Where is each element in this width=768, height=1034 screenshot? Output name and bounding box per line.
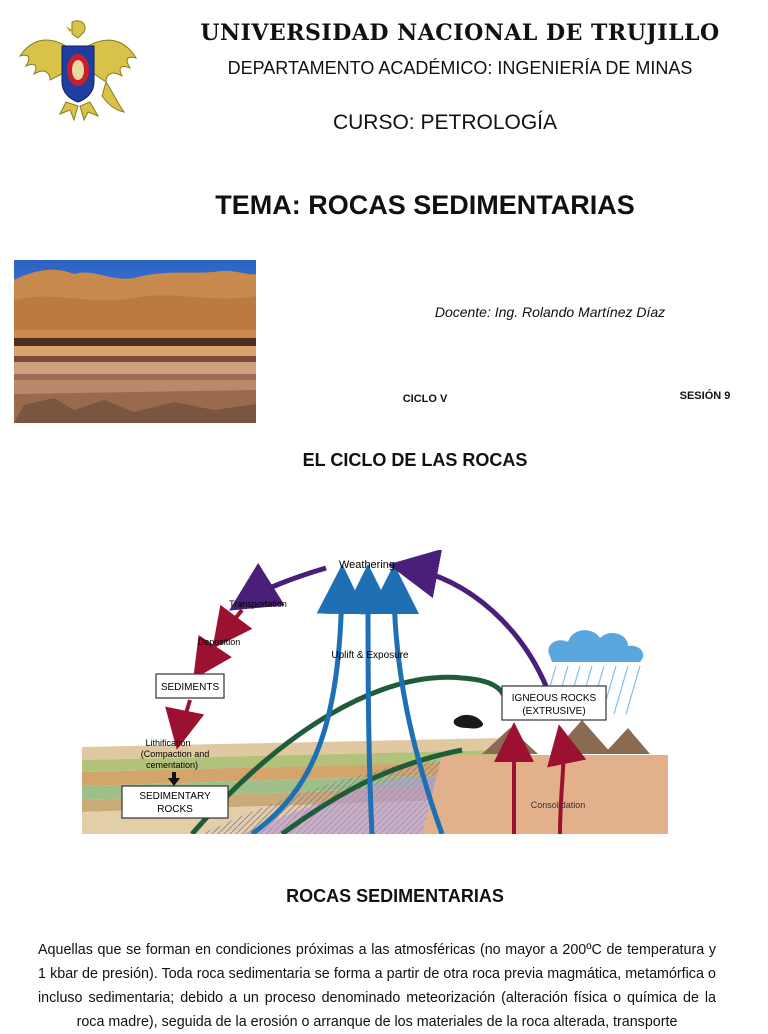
section-heading: ROCAS SEDIMENTARIAS <box>286 886 504 906</box>
university-name: UNIVERSIDAD NACIONAL DE TRUJILLO <box>200 20 720 46</box>
label-weathering: Weathering <box>338 559 396 571</box>
label-rocks: ROCKS <box>157 804 193 815</box>
course-title: CURSO: PETROLOGÍA <box>332 111 558 134</box>
label-uplift: Uplift & Exposure <box>331 650 409 661</box>
rock-cycle-heading: EL CICLO DE LAS ROCAS <box>302 450 528 470</box>
label-igneous: IGNEOUS ROCKS <box>511 693 597 704</box>
label-consolidation: Consolidation <box>530 800 586 810</box>
section-paragraph: Aquellas que se forman en condiciones próximas a las atmosféricas (no mayor a 200ºC de temperatura y 1 kbar de presión). Toda roca sedimentaria se forma a partir de otra roca previa magmática, metamórfica o incluso sedimentaria; debido a un proceso denominado meteorización (alteración física o química de la roca madre), seguida de la erosión o arranque de los materiales de la roca alterada, transporte <box>38 942 716 1030</box>
cycle-label: CICLO V <box>402 393 448 405</box>
label-lithification: Lithification <box>145 738 191 748</box>
label-transportation: Transportation <box>229 599 287 609</box>
university-logo <box>14 16 140 126</box>
label-cementation: cementation) <box>145 760 199 770</box>
department-line: DEPARTAMENTO ACADÉMICO: INGENIERÍA DE MINAS <box>227 58 693 78</box>
label-compaction: (Compaction and <box>140 749 210 759</box>
session-label: SESIÓN 9 <box>679 390 731 402</box>
label-sedimentary: SEDIMENTARY <box>139 791 211 802</box>
rock-cycle-diagram <box>82 550 668 834</box>
label-deposition: Deposition <box>197 637 241 647</box>
sedimentary-cliff-photo <box>14 260 256 423</box>
teacher-name: Docente: Ing. Rolando Martínez Díaz <box>434 304 666 320</box>
topic-title: TEMA: ROCAS SEDIMENTARIAS <box>215 190 635 220</box>
label-extrusive: (EXTRUSIVE) <box>522 706 586 717</box>
label-sediments: SEDIMENTS <box>160 682 220 693</box>
